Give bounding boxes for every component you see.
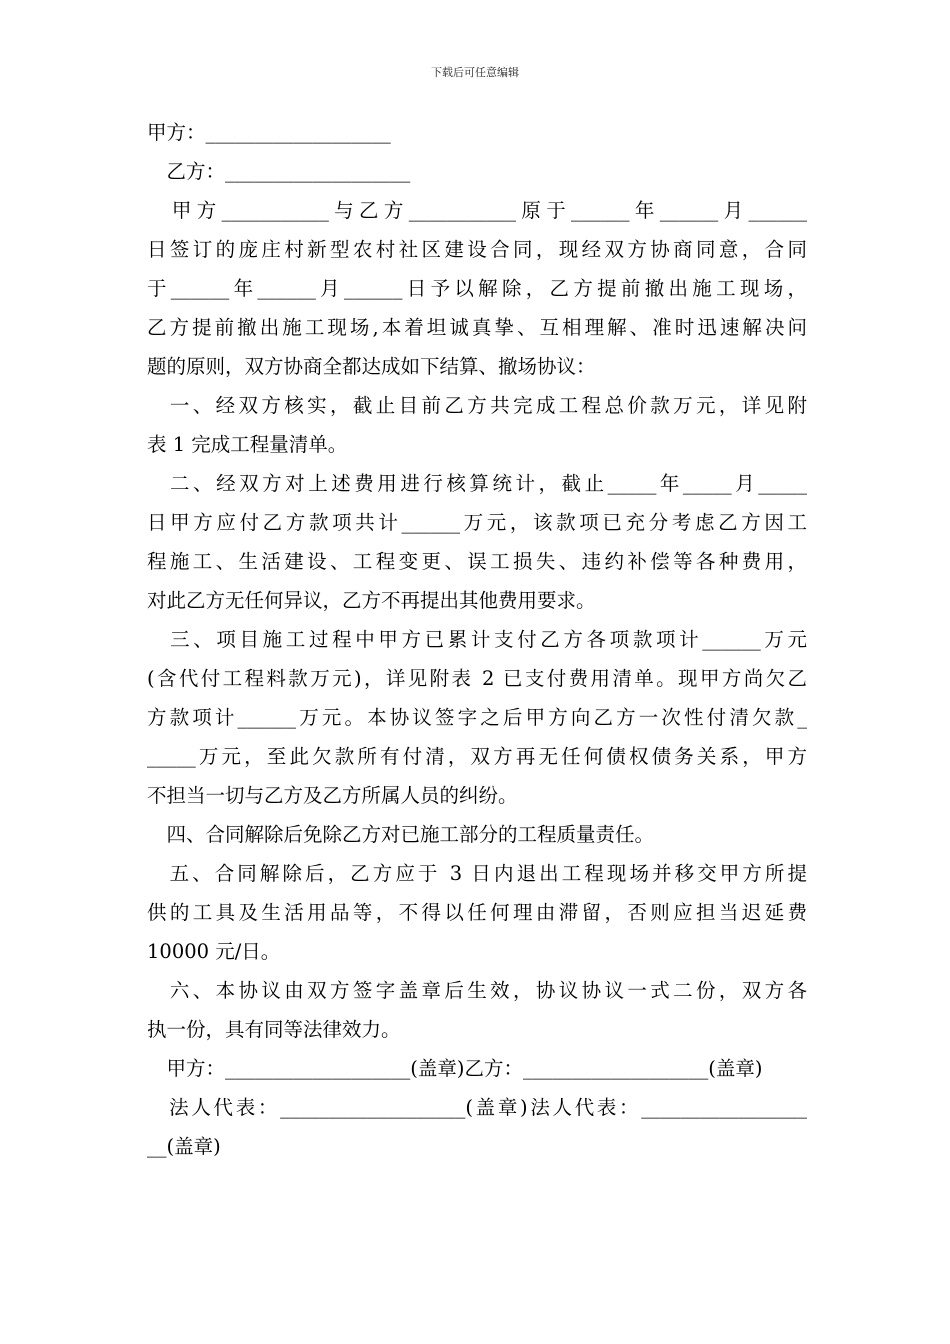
paragraph-intro-line-2: 日签订的庞庄村新型农村社区建设合同，现经双方协商同意，合同 [147, 238, 807, 261]
clause-2-line-3: 程施工、生活建设、工程变更、误工损失、违约补偿等各种费用， [147, 550, 807, 573]
paragraph-intro-line-5: 题的原则，双方协商全都达成如下结算、撤场协议： [147, 355, 596, 378]
clause-3-line-4: _____万元，至此欠款所有付清，双方再无任何债权债务关系，甲方 [147, 745, 807, 768]
clause-3-line-1: 三、项目施工过程中甲方已累计支付乙方各项款项计______万元 [147, 628, 807, 651]
clause-5-line-3: 10000 元/日。 [147, 940, 281, 963]
clause-6-line-2: 执一份，具有同等法律效力。 [147, 1018, 401, 1041]
signature-parties-line: 甲方：___________________(盖章)乙方：___________________(盖章) [147, 1057, 763, 1080]
clause-2-line-2: 日甲方应付乙方款项共计______万元，该款项已充分考虑乙方因工 [147, 511, 807, 534]
party-a-line: 甲方：___________________ [147, 121, 391, 144]
clause-3-line-3: 方款项计______万元。本协议签字之后甲方向乙方一次性付清欠款_ [147, 706, 807, 729]
clause-2-line-4: 对此乙方无任何异议，乙方不再提出其他费用要求。 [147, 589, 596, 612]
clause-2-line-1: 二、经双方对上述费用进行核算统计，截止_____年_____月_____ [147, 472, 807, 495]
agreement-body [147, 113, 807, 1166]
clause-4-line-1: 四、合同解除后免除乙方对已施工部分的工程质量责任。 [147, 823, 655, 846]
signature-representatives-line-2: __(盖章) [147, 1135, 221, 1158]
signature-representatives-line-1: 法人代表：___________________(盖章)法人代表：_________________ [147, 1096, 807, 1119]
clause-1-line-2: 表 1 完成工程量清单。 [147, 433, 348, 456]
clause-6-line-1: 六、本协议由双方签字盖章后生效，协议协议一式二份，双方各 [147, 979, 807, 1002]
page-header: 下载后可任意编辑 [431, 66, 519, 79]
clause-1-line-1: 一、经双方核实，截止目前乙方共完成工程总价款万元，详见附 [147, 394, 807, 417]
clause-3-line-5: 不担当一切与乙方及乙方所属人员的纠纷。 [147, 784, 518, 807]
clause-5-line-2: 供的工具及生活用品等，不得以任何理由滞留，否则应担当迟延费 [147, 901, 807, 924]
clause-5-line-1: 五、合同解除后，乙方应于 3 日内退出工程现场并移交甲方所提 [147, 862, 807, 885]
paragraph-intro-line-1: 甲方___________与乙方___________原于______年______月______ [147, 199, 807, 222]
party-b-line: 乙方：___________________ [147, 160, 411, 183]
clause-3-line-2: (含代付工程料款万元)，详见附表 2 已支付费用清单。现甲方尚欠乙 [147, 667, 807, 690]
paragraph-intro-line-4: 乙方提前撤出施工现场,本着坦诚真挚、互相理解、准时迅速解决问 [147, 316, 807, 339]
paragraph-intro-line-3: 于______年______月______日予以解除，乙方提前撤出施工现场， [147, 277, 807, 300]
